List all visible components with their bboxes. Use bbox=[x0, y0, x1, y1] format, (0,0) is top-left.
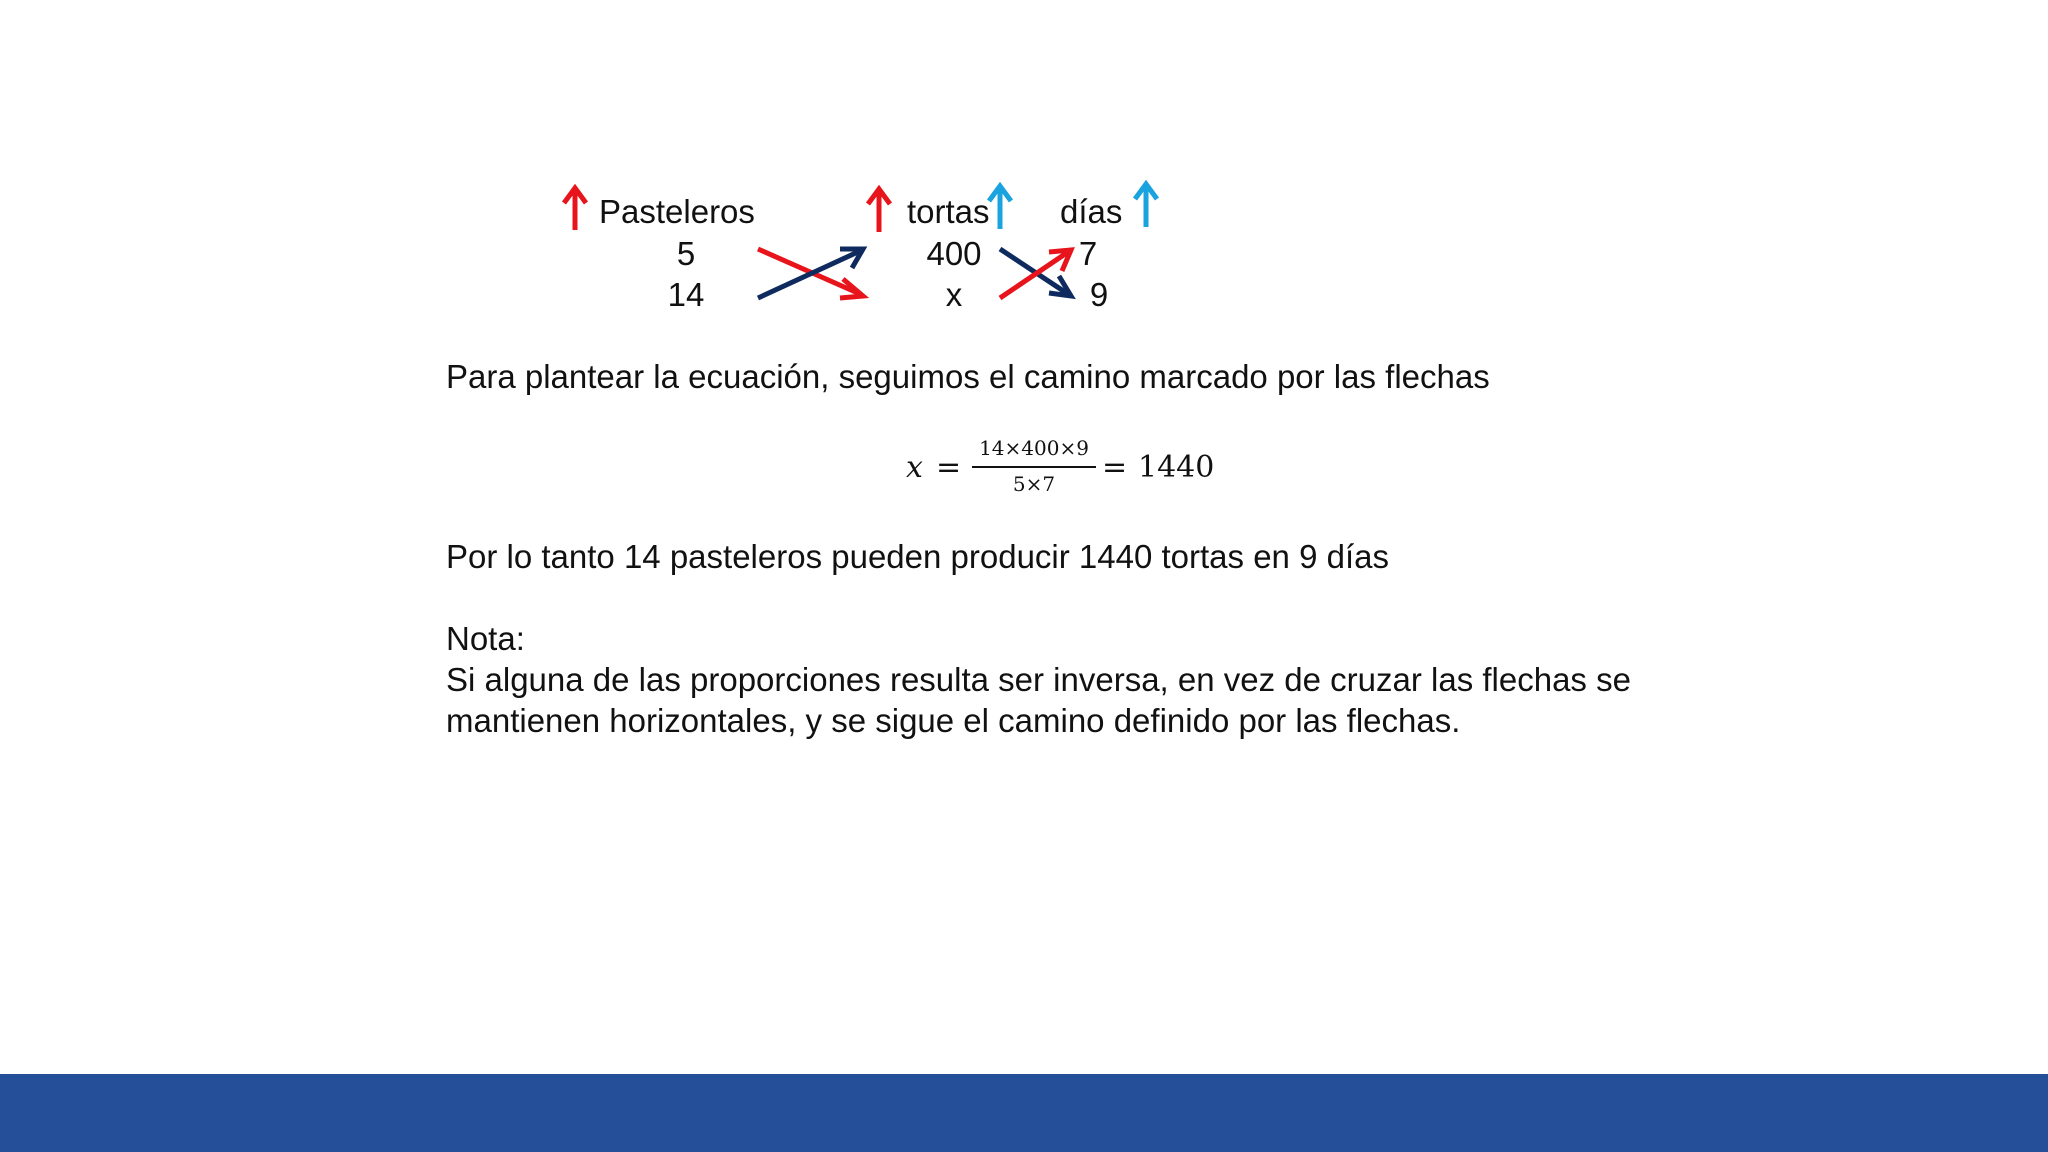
cell-pasteleros-row1: 5 bbox=[676, 235, 696, 272]
note-title: Nota: bbox=[446, 620, 525, 657]
equation-denominator: 5×7 bbox=[1012, 472, 1056, 496]
equation-equals-2: = bbox=[1102, 450, 1128, 485]
cell-dias-row2: 9 bbox=[1089, 276, 1109, 313]
instruction-text: Para plantear la ecuación, seguimos el camino marcado por las flechas bbox=[446, 358, 1490, 395]
cell-pasteleros-row2: 14 bbox=[667, 276, 705, 313]
fraction-bar bbox=[972, 466, 1096, 468]
up-arrow-icon-tortas-right bbox=[989, 186, 1011, 229]
equation-variable: x bbox=[906, 450, 923, 485]
note-line-1: Si alguna de las proporciones resulta ser inversa, en vez de cruzar las flechas se bbox=[446, 661, 1631, 698]
cell-dias-row1: 7 bbox=[1078, 235, 1098, 272]
cell-tortas-row1: 400 bbox=[926, 235, 982, 272]
equation bbox=[906, 432, 1236, 502]
equation-equals-1: = bbox=[936, 450, 962, 485]
header-pasteleros: Pasteleros bbox=[599, 193, 755, 230]
up-arrow-icon-dias bbox=[1135, 184, 1157, 227]
up-arrow-icon-pasteleros bbox=[564, 188, 586, 230]
up-arrow-icon-tortas-left bbox=[868, 189, 890, 232]
conclusion-text: Por lo tanto 14 pasteleros pueden producir 1440 tortas en 9 días bbox=[446, 538, 1389, 575]
cell-tortas-row2: x bbox=[945, 276, 963, 313]
footer-bar bbox=[0, 1074, 2048, 1152]
equation-numerator: 14×400×9 bbox=[979, 436, 1089, 460]
header-tortas: tortas bbox=[907, 193, 990, 230]
header-dias: días bbox=[1060, 193, 1123, 230]
note-line-2: mantienen horizontales, y se sigue el camino definido por las flechas. bbox=[446, 702, 1461, 739]
equation-result: 1440 bbox=[1138, 450, 1215, 485]
